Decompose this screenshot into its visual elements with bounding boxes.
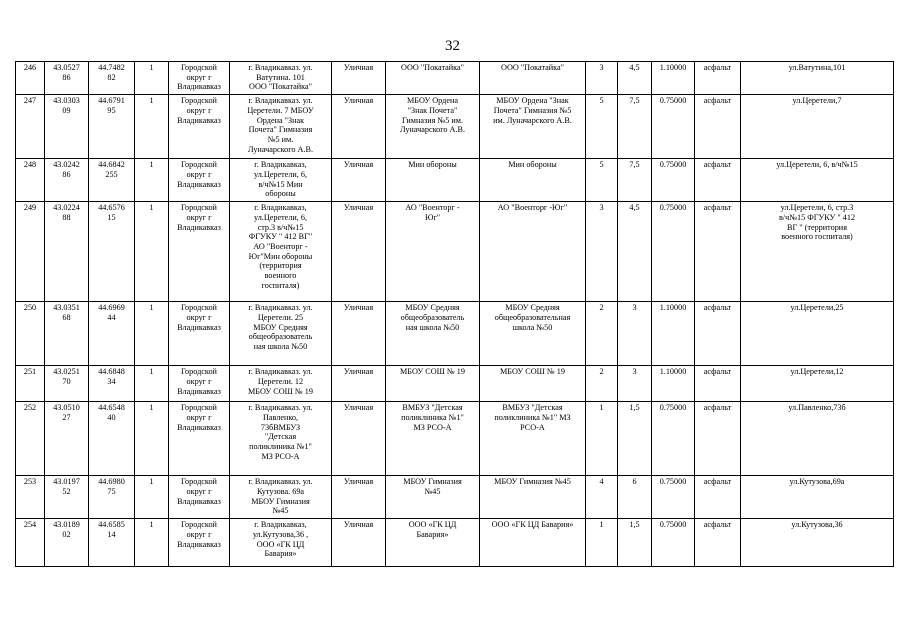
location-cell: ул.Кутузова,36 [741, 519, 894, 567]
owner-cell: ООО «ГК ЦД Бавария» [386, 519, 480, 567]
registry-table [15, 61, 894, 567]
longitude-cell: 44.6791 95 [89, 95, 135, 159]
location-cell: ул.Церетели,12 [741, 366, 894, 402]
owner-cell: МБОУ Ордена "Знак Почета" Гимназия №5 им. Луначарского А.В. [386, 95, 480, 159]
surface-cell: асфальт [695, 62, 741, 95]
source-org-cell: ООО «ГК ЦД Бавария» [480, 519, 586, 567]
table-row [16, 476, 894, 519]
area-cell: 4,5 [618, 62, 652, 95]
count-cell: 1 [135, 402, 169, 476]
location-cell: ул.Павленко,73б [741, 402, 894, 476]
quantity-cell: 4 [586, 476, 618, 519]
district-cell: Городской округ г Владикавказ [169, 159, 230, 202]
area-cell: 1,5 [618, 402, 652, 476]
district-cell: Городской округ г Владикавказ [169, 95, 230, 159]
table-row [16, 95, 894, 159]
source-org-cell: Мин обороны [480, 159, 586, 202]
surface-cell: асфальт [695, 366, 741, 402]
row-number-cell: 253 [16, 476, 45, 519]
district-cell: Городской округ г Владикавказ [169, 476, 230, 519]
source-org-cell: МБОУ Гимназия №45 [480, 476, 586, 519]
location-cell: ул.Ватутина,101 [741, 62, 894, 95]
site-type-cell: Уличная [332, 302, 386, 366]
longitude-cell: 44.6848 34 [89, 366, 135, 402]
site-type-cell: Уличная [332, 95, 386, 159]
area-cell: 7,5 [618, 159, 652, 202]
district-cell: Городской округ г Владикавказ [169, 62, 230, 95]
address-cell: г. Владикавказ. ул. Кутузова. 69а МБОУ Гимназия №45 [230, 476, 332, 519]
surface-cell: асфальт [695, 95, 741, 159]
source-org-cell: АО "Военторг -Юг" [480, 202, 586, 302]
address-cell: г. Владикавказ. ул. Павленко, 73бВМБУЗ "Детская поликлиника №1" МЗ РСО-А [230, 402, 332, 476]
table-row [16, 159, 894, 202]
longitude-cell: 44.6980 75 [89, 476, 135, 519]
quantity-cell: 2 [586, 366, 618, 402]
area-cell: 6 [618, 476, 652, 519]
owner-cell: Мин обороны [386, 159, 480, 202]
longitude-cell: 44.7482 82 [89, 62, 135, 95]
location-cell: ул.Церетели,7 [741, 95, 894, 159]
address-cell: г. Владикавказ. ул. Церетели. 25 МБОУ Средняя общеобразователь ная школа №50 [230, 302, 332, 366]
table-row [16, 62, 894, 95]
latitude-cell: 43.0224 88 [45, 202, 89, 302]
quantity-cell: 1 [586, 402, 618, 476]
row-number-cell: 249 [16, 202, 45, 302]
table-body [16, 62, 894, 567]
quantity-cell: 1 [586, 519, 618, 567]
coefficient-cell: 0.75000 [652, 202, 695, 302]
latitude-cell: 43.0251 70 [45, 366, 89, 402]
surface-cell: асфальт [695, 159, 741, 202]
area-cell: 4,5 [618, 202, 652, 302]
source-org-cell: ВМБУЗ "Детская поликлиника №1" МЗ РСО-А [480, 402, 586, 476]
address-cell: г. Владикавказ, ул.Церетели, 6, стр.3 в/ч№15 ФГУКУ " 412 ВГ" АО "Военторг - Юг"Мин обороны (территория военного госпиталя) [230, 202, 332, 302]
latitude-cell: 43.0527 86 [45, 62, 89, 95]
site-type-cell: Уличная [332, 202, 386, 302]
address-cell: г. Владикавказ. ул. Церетели. 12 МБОУ СОШ № 19 [230, 366, 332, 402]
address-cell: г. Владикавказ, ул.Церетели, 6, в/ч№15 Мин обороны [230, 159, 332, 202]
count-cell: 1 [135, 62, 169, 95]
surface-cell: асфальт [695, 402, 741, 476]
latitude-cell: 43.0242 86 [45, 159, 89, 202]
coefficient-cell: 1.10000 [652, 62, 695, 95]
row-number-cell: 246 [16, 62, 45, 95]
surface-cell: асфальт [695, 519, 741, 567]
row-number-cell: 247 [16, 95, 45, 159]
location-cell: ул.Церетели, 6, в/ч№15 [741, 159, 894, 202]
site-type-cell: Уличная [332, 62, 386, 95]
source-org-cell: МБОУ Ордена "Знак Почета" Гимназия №5 им. Луначарского А.В. [480, 95, 586, 159]
source-org-cell: МБОУ Средняя общеобразовательная школа №50 [480, 302, 586, 366]
row-number-cell: 248 [16, 159, 45, 202]
latitude-cell: 43.0510 27 [45, 402, 89, 476]
row-number-cell: 254 [16, 519, 45, 567]
address-cell: г. Владикавказ. ул. Ватутина. 101 ООО "Покатайка" [230, 62, 332, 95]
quantity-cell: 3 [586, 202, 618, 302]
count-cell: 1 [135, 202, 169, 302]
site-type-cell: Уличная [332, 519, 386, 567]
quantity-cell: 5 [586, 95, 618, 159]
quantity-cell: 2 [586, 302, 618, 366]
coefficient-cell: 0.75000 [652, 519, 695, 567]
surface-cell: асфальт [695, 302, 741, 366]
count-cell: 1 [135, 366, 169, 402]
district-cell: Городской округ г Владикавказ [169, 519, 230, 567]
count-cell: 1 [135, 95, 169, 159]
longitude-cell: 44.6585 14 [89, 519, 135, 567]
count-cell: 1 [135, 302, 169, 366]
site-type-cell: Уличная [332, 402, 386, 476]
table-row [16, 202, 894, 302]
source-org-cell: ООО "Покатайка" [480, 62, 586, 95]
quantity-cell: 5 [586, 159, 618, 202]
coefficient-cell: 0.75000 [652, 402, 695, 476]
surface-cell: асфальт [695, 476, 741, 519]
owner-cell: ООО "Покатайка" [386, 62, 480, 95]
latitude-cell: 43.0303 09 [45, 95, 89, 159]
owner-cell: МБОУ Средняя общеобразователь ная школа №50 [386, 302, 480, 366]
longitude-cell: 44.6842 255 [89, 159, 135, 202]
address-cell: г. Владикавказ, ул.Кутузова,36 , ООО «ГК ЦД Бавария» [230, 519, 332, 567]
owner-cell: АО "Военторг - Юг" [386, 202, 480, 302]
coefficient-cell: 0.75000 [652, 476, 695, 519]
longitude-cell: 44.6576 15 [89, 202, 135, 302]
coefficient-cell: 0.75000 [652, 159, 695, 202]
table-row [16, 519, 894, 567]
site-type-cell: Уличная [332, 159, 386, 202]
count-cell: 1 [135, 159, 169, 202]
site-type-cell: Уличная [332, 366, 386, 402]
area-cell: 3 [618, 302, 652, 366]
page-number: 32 [445, 38, 460, 54]
coefficient-cell: 1.10000 [652, 366, 695, 402]
district-cell: Городской округ г Владикавказ [169, 302, 230, 366]
area-cell: 1,5 [618, 519, 652, 567]
owner-cell: МБОУ Гимназия №45 [386, 476, 480, 519]
location-cell: ул.Кутузова,69а [741, 476, 894, 519]
district-cell: Городской округ г Владикавказ [169, 402, 230, 476]
district-cell: Городской округ г Владикавказ [169, 202, 230, 302]
location-cell: ул.Церетели,25 [741, 302, 894, 366]
latitude-cell: 43.0189 02 [45, 519, 89, 567]
latitude-cell: 43.0197 52 [45, 476, 89, 519]
owner-cell: МБОУ СОШ № 19 [386, 366, 480, 402]
coefficient-cell: 0.75000 [652, 95, 695, 159]
longitude-cell: 44.6548 40 [89, 402, 135, 476]
table-row [16, 402, 894, 476]
longitude-cell: 44.6969 44 [89, 302, 135, 366]
row-number-cell: 251 [16, 366, 45, 402]
area-cell: 3 [618, 366, 652, 402]
site-type-cell: Уличная [332, 476, 386, 519]
quantity-cell: 3 [586, 62, 618, 95]
coefficient-cell: 1.10000 [652, 302, 695, 366]
source-org-cell: МБОУ СОШ № 19 [480, 366, 586, 402]
row-number-cell: 252 [16, 402, 45, 476]
location-cell: ул.Церетели, 6, стр.3 в/ч№15 ФГУКУ " 412 ВГ " (территория военного госпиталя) [741, 202, 894, 302]
owner-cell: ВМБУЗ "Детская поликлиника №1" МЗ РСО-А [386, 402, 480, 476]
row-number-cell: 250 [16, 302, 45, 366]
count-cell: 1 [135, 519, 169, 567]
table-row [16, 366, 894, 402]
surface-cell: асфальт [695, 202, 741, 302]
district-cell: Городской округ г Владикавказ [169, 366, 230, 402]
latitude-cell: 43.0351 68 [45, 302, 89, 366]
table-row [16, 302, 894, 366]
address-cell: г. Владикавказ. ул. Церетели. 7 МБОУ Ордена "Знак Почета" Гимназия №5 им. Луначарского А.В. [230, 95, 332, 159]
count-cell: 1 [135, 476, 169, 519]
area-cell: 7,5 [618, 95, 652, 159]
